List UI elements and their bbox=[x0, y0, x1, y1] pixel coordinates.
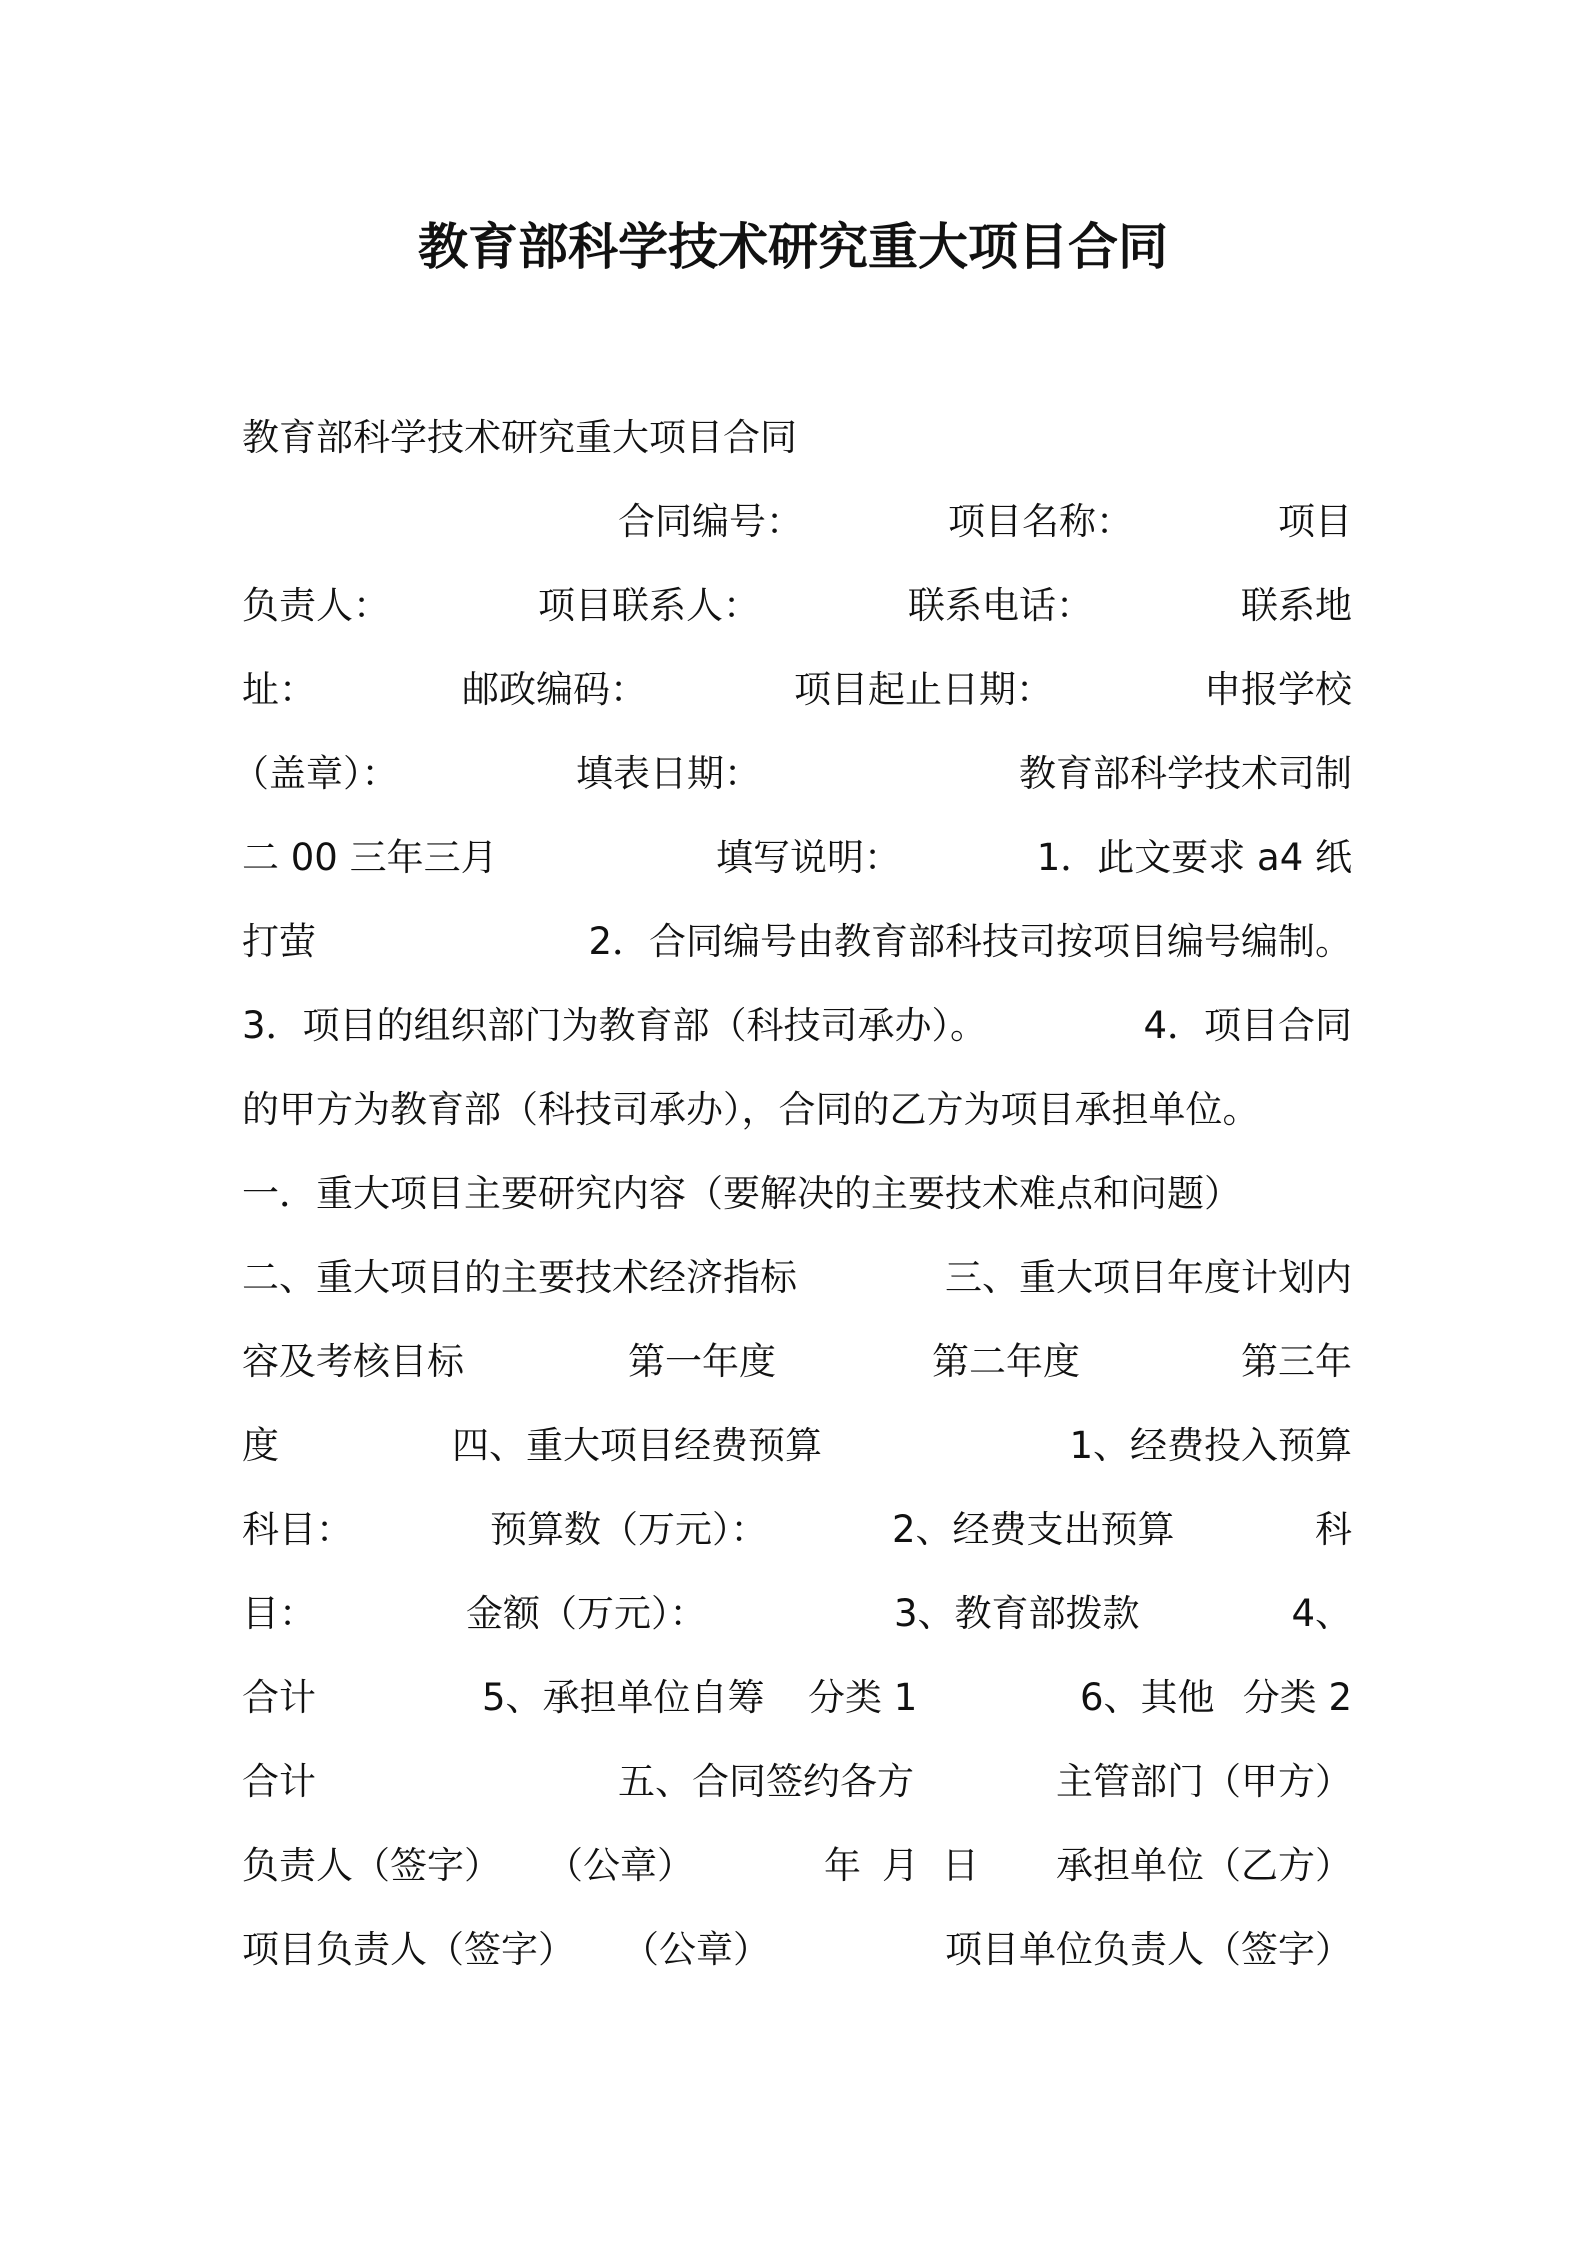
text-segment: 金额（万元）： bbox=[466, 1592, 707, 1635]
text-segment: 预算数（万元）： bbox=[490, 1508, 768, 1551]
text-segment: 项目起止日期： bbox=[794, 668, 1053, 711]
body-line-17 bbox=[242, 1756, 1352, 1808]
text-segment: 2、经费支出预算 bbox=[892, 1508, 1175, 1551]
text-segment: 负责人： bbox=[242, 584, 390, 627]
text-segment: 五、合同签约各方 bbox=[618, 1760, 914, 1803]
text-segment: 承担单位（乙方） bbox=[1056, 1844, 1352, 1887]
body-line-7 bbox=[242, 916, 1352, 968]
text-segment: 度 bbox=[242, 1424, 279, 1467]
body-line-10 bbox=[242, 1168, 1352, 1220]
text-segment: 1、经费投入预算 bbox=[1069, 1424, 1352, 1467]
text-segment: 6、其他 bbox=[1080, 1676, 1215, 1719]
body-line-8 bbox=[242, 1000, 1352, 1052]
text-segment: 第一年度 bbox=[628, 1340, 776, 1383]
text-segment: 3．项目的组织部门为教育部（科技司承办）。 bbox=[242, 1004, 988, 1047]
text-segment: 科目： bbox=[242, 1508, 353, 1551]
text-segment: 二、重大项目的主要技术经济指标 bbox=[242, 1256, 797, 1299]
text-segment: 项目名称： bbox=[948, 500, 1133, 543]
text-segment: 第三年 bbox=[1241, 1340, 1352, 1383]
body-line-15 bbox=[242, 1588, 1352, 1640]
text-segment: 1．此文要求 a4 纸 bbox=[1036, 836, 1352, 879]
body-line-9 bbox=[242, 1084, 1352, 1136]
text-segment: 一．重大项目主要研究内容（要解决的主要技术难点和问题） bbox=[242, 1172, 1241, 1215]
text-segment: 分类 2 bbox=[1242, 1676, 1352, 1719]
text-segment: 负责人（签字） bbox=[242, 1844, 501, 1887]
text-segment: 填表日期： bbox=[576, 752, 761, 795]
text-segment: 日 bbox=[942, 1844, 979, 1887]
text-segment: 主管部门（甲方） bbox=[1056, 1760, 1352, 1803]
body-line-18 bbox=[242, 1840, 1352, 1892]
text-segment: 容及考核目标 bbox=[242, 1340, 464, 1383]
body-line-4 bbox=[242, 664, 1352, 716]
text-segment: 项目 bbox=[1278, 500, 1352, 543]
body-line-2 bbox=[242, 496, 1352, 548]
text-segment: 联系地 bbox=[1241, 584, 1352, 627]
text-segment: 教育部科学技术司制 bbox=[1019, 752, 1352, 795]
body-line-12 bbox=[242, 1336, 1352, 1388]
text-segment: 二 00 三年三月 bbox=[242, 836, 498, 879]
text-segment: 合同编号： bbox=[618, 500, 803, 543]
text-segment: 合计 bbox=[242, 1760, 316, 1803]
body-line-13 bbox=[242, 1420, 1352, 1472]
body-line-19 bbox=[242, 1924, 1352, 1976]
text-segment: 教育部科学技术研究重大项目合同 bbox=[242, 416, 797, 459]
body-line-5 bbox=[232, 748, 1352, 800]
text-segment: 联系电话： bbox=[908, 584, 1093, 627]
body-line-1 bbox=[242, 412, 1352, 464]
text-segment: 3、教育部拨款 bbox=[894, 1592, 1140, 1635]
text-segment: 科 bbox=[1315, 1508, 1352, 1551]
text-segment: 年 bbox=[824, 1844, 861, 1887]
text-segment: 分类 1 bbox=[808, 1676, 918, 1719]
text-segment: （盖章）： bbox=[232, 752, 399, 795]
body-line-14 bbox=[242, 1504, 1352, 1556]
body-line-6 bbox=[242, 832, 1352, 884]
text-segment: 三、重大项目年度计划内 bbox=[945, 1256, 1352, 1299]
text-segment: 址： bbox=[242, 668, 316, 711]
body-line-11 bbox=[242, 1252, 1352, 1304]
text-segment: 项目单位负责人（签字） bbox=[945, 1928, 1352, 1971]
text-segment: 项目负责人（签字） bbox=[242, 1928, 575, 1971]
text-segment: 月 bbox=[882, 1844, 919, 1887]
document-title: 教育部科学技术研究重大项目合同 bbox=[418, 218, 1168, 276]
body-line-16 bbox=[242, 1672, 1352, 1724]
text-segment: 填写说明： bbox=[716, 836, 901, 879]
text-segment: 合计 bbox=[242, 1676, 316, 1719]
text-segment: 的甲方为教育部（科技司承办），合同的乙方为项目承担单位。 bbox=[242, 1088, 1260, 1131]
text-segment: 四、重大项目经费预算 bbox=[452, 1424, 822, 1467]
text-segment: 4．项目合同 bbox=[1143, 1004, 1352, 1047]
text-segment: 5、承担单位自筹 bbox=[482, 1676, 765, 1719]
text-segment: 第二年度 bbox=[932, 1340, 1080, 1383]
text-segment: （公章） bbox=[546, 1844, 694, 1887]
text-segment: 项目联系人： bbox=[538, 584, 760, 627]
text-segment: 2．合同编号由教育部科技司按项目编号编制。 bbox=[588, 920, 1352, 963]
text-segment: 目： bbox=[242, 1592, 316, 1635]
text-segment: 打萤 bbox=[242, 920, 316, 963]
text-segment: 申报学校 bbox=[1204, 668, 1352, 711]
text-segment: 4、 bbox=[1291, 1592, 1352, 1635]
text-segment: （公章） bbox=[622, 1928, 770, 1971]
body-line-3 bbox=[242, 580, 1352, 632]
text-segment: 邮政编码： bbox=[462, 668, 647, 711]
